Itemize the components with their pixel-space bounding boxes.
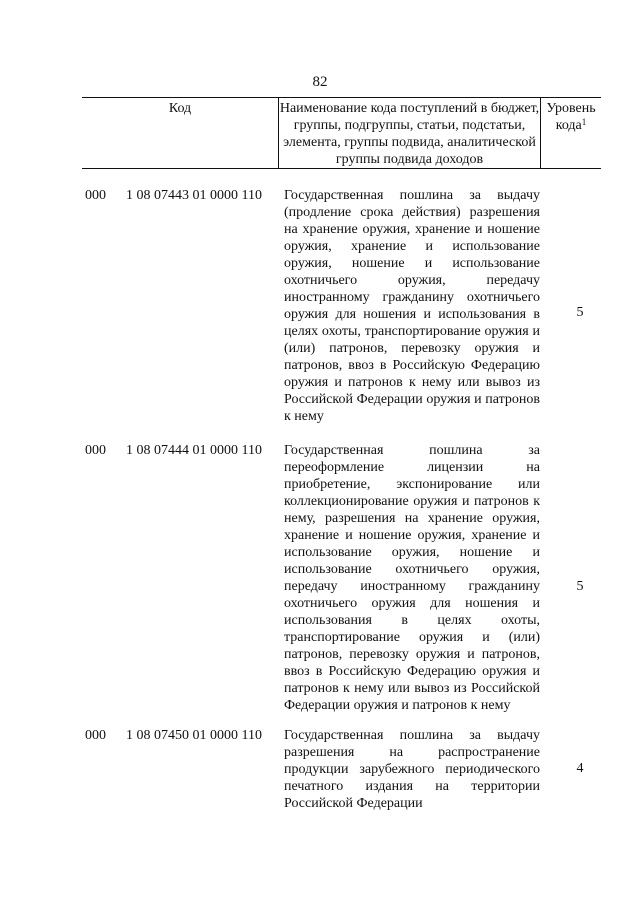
row-admin-code: 000 — [85, 728, 106, 743]
header-code: Код — [168, 101, 192, 116]
row-admin-code: 000 — [85, 443, 106, 458]
header-name: Наименование кода поступлений в бюджет, группы, подгруппы, статьи, подстатьи, элемента, группы подвида, аналитической группы подвида доходов — [279, 101, 540, 167]
table-header — [82, 97, 601, 169]
row-name: Государственная пошлина за переоформление лицензии на приобретение, экспонирование или коллекционирование оружия и патронов к нему, разрешения на хранение оружия, хранение и ношение оружия, хранение и использование оружия, ношение и использование охотничьего оружия, передачу иностранному гражданину охотничьего оружия для ношения и использования в целях охоты, транспортирование оружия и (или) патронов, перевозку оружия и патронов, ввоз в Российскую Федерацию оружия и патронов к нему или вывоз из Российской Федерации оружия и патронов к нему — [284, 443, 540, 713]
row-revenue-code: 1 08 07450 01 0000 110 — [126, 728, 262, 743]
row-name: Государственная пошлина за выдачу (продление срока действия) разрешения на хранение оружия, хранение и ношение оружия, хранение и использование оружия, ношение и использование охотничьего оружия, передачу иностранному гражданину охотничьего оружия для ношения и использования в целях охоты, транспортирование оружия и (или) патронов, перевозку оружия и патронов, ввоз в Российскую Федерацию оружия и патронов к нему или вывоз из Российской Федерации оружия и патронов к нему — [284, 188, 540, 424]
row-revenue-code: 1 08 07444 01 0000 110 — [126, 443, 262, 458]
row-level: 5 — [576, 579, 584, 594]
row-name: Государственная пошлина за выдачу разрешения на распространение продукции зарубежного периодического печатного издания на территории Российской Федерации — [284, 728, 540, 811]
row-admin-code: 000 — [85, 188, 106, 203]
header-level-label: Уровень кода — [546, 101, 596, 133]
footnote-marker: 1 — [581, 117, 587, 127]
header-level — [541, 100, 601, 134]
page-number: 82 — [312, 74, 328, 90]
row-level: 5 — [576, 305, 584, 320]
row-revenue-code: 1 08 07443 01 0000 110 — [126, 188, 262, 203]
row-level: 4 — [576, 761, 584, 776]
